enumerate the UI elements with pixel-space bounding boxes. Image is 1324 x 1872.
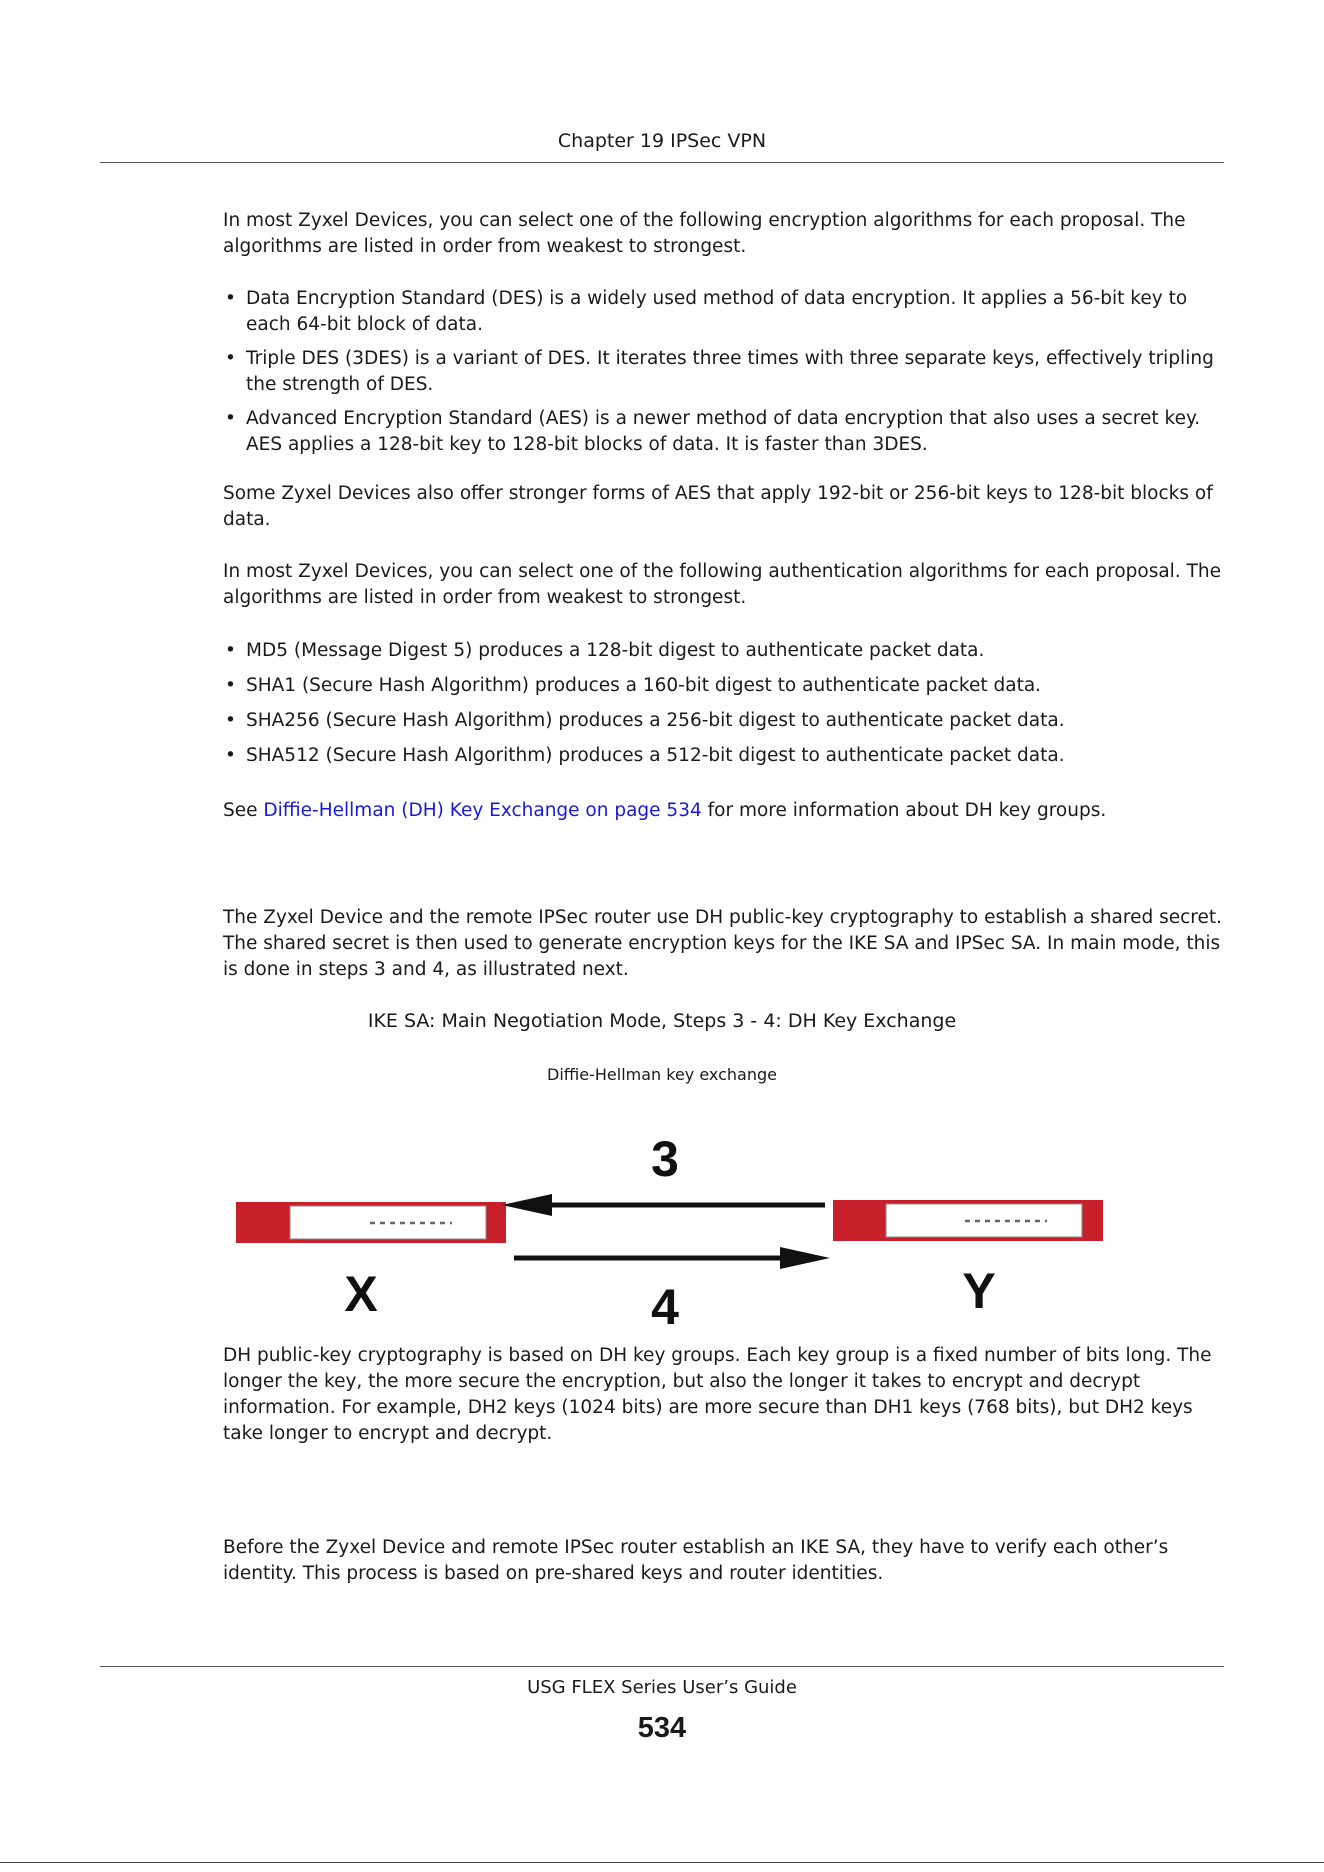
chapter-title: Chapter 19 IPSec VPN [557,130,767,152]
device-x-label: X [344,1266,378,1322]
authentication-identity-intro: Before the Zyxel Device and remote IPSec router establish an IKE SA, they have to verify each other’s identity. This process is based on pre-shared keys and router identities. [223,1537,1169,1584]
figure-caption: Diffie-Hellman key exchange [547,1065,777,1084]
device-y-label: Y [962,1263,996,1319]
list-item: • SHA1 (Secure Hash Algorithm) produces a 160-bit digest to authenticate packet data. [223,673,1226,699]
dh-key-exchange-link[interactable]: Diffie-Hellman (DH) Key Exchange on page 534 [263,800,702,821]
arrow-left-icon [502,1194,825,1216]
encryption-intro: In most Zyxel Devices, you can select one of the following encryption algorithms for each proposal. The algorithms are listed in order from weakest to strongest. [223,210,1186,257]
encryption-list [223,286,1226,458]
step-3-label: 3 [651,1131,679,1187]
header-rule [100,162,1224,163]
figure-title: IKE SA: Main Negotiation Mode, Steps 3 - 4: DH Key Exchange [367,1010,957,1032]
arrow-right-icon [514,1247,830,1269]
authentication-intro: In most Zyxel Devices, you can select one of the following authentication algorithms for each proposal. The algorithms are listed in order from weakest to strongest. [223,561,1221,608]
guide-title: USG FLEX Series User’s Guide [527,1677,797,1698]
device-x-icon [236,1202,506,1243]
aes-note: Some Zyxel Devices also offer stronger forms of AES that apply 192-bit or 256-bit keys to 128-bit blocks of data. [223,483,1213,530]
page-number: 534 [637,1712,687,1744]
dh-intro: The Zyxel Device and the remote IPSec router use DH public-key cryptography to establish a shared secret. The shared secret is then used to generate encryption keys for the IKE SA and IPSec SA. In main mode, this is done in steps 3 and 4, as illustrated next. [223,907,1223,980]
see-also-suffix: for more information about DH key groups. [701,800,1107,821]
list-item: • Data Encryption Standard (DES) is a widely used method of data encryption. It applies a 56-bit key to each 64-bit block of data. [223,286,1226,338]
see-also-prefix: See [223,800,264,821]
authentication-list [223,638,1226,769]
list-item: • Triple DES (3DES) is a variant of DES. It iterates three times with three separate keys, effectively tripling the strength of DES. [223,346,1226,398]
list-item: • Advanced Encryption Standard (AES) is a newer method of data encryption that also uses a secret key. AES applies a 128-bit key to 128-bit blocks of data. It is faster than 3DES. [223,406,1226,458]
list-item: • SHA256 (Secure Hash Algorithm) produces a 256-bit digest to authenticate packet data. [223,708,1226,734]
list-item: • MD5 (Message Digest 5) produces a 128-bit digest to authenticate packet data. [223,638,1226,664]
dh-explanation: DH public-key cryptography is based on DH key groups. Each key group is a fixed number of bits long. The longer the key, the more secure the encryption, but also the longer it takes to encrypt and decrypt information. For example, DH2 keys (1024 bits) are more secure than DH1 keys (768 bits), but DH2 keys take longer to encrypt and decrypt. [223,1345,1212,1444]
list-item: • SHA512 (Secure Hash Algorithm) produces a 512-bit digest to authenticate packet data. [223,743,1226,769]
device-y-icon [833,1200,1103,1241]
see-also [223,798,1226,824]
step-4-label: 4 [651,1279,679,1335]
bottom-rule [0,1862,1324,1863]
footer-rule [100,1666,1224,1667]
